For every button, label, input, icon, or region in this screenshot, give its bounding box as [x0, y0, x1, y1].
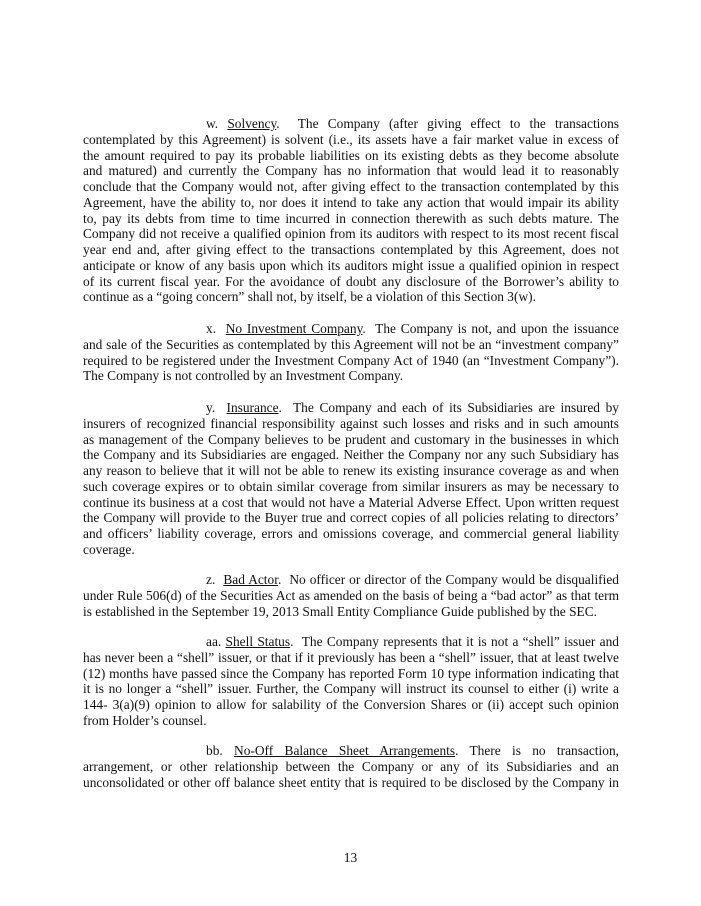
section-first-line: y. Insurance. The Company and each of its Subsidiaries are insured by — [206, 400, 619, 415]
text-line: Company did not receive a qualified opinion from its auditors with respect to its most recent fiscal — [83, 226, 619, 242]
section-first-line: x. No Investment Company. The Company is not, and upon the issuance — [206, 321, 619, 336]
section-first-line: bb. No-Off Balance Sheet Arrangements. There is no transaction, — [206, 743, 619, 758]
section-first-line: z. Bad Actor. No officer or director of the Company would be disqualified — [206, 572, 619, 587]
text-line: the Company and its Subsidiaries are engaged. Neither the Company nor any such Subsidiary has — [83, 447, 619, 463]
text-line: under Rule 506(d) of the Securities Act as amended on the basis of being a “bad actor” as that term — [83, 587, 619, 603]
text-line: and officers’ liability coverage, errors and omissions coverage, and commercial general liability — [83, 526, 619, 541]
text-line: The Company is not, and upon the issuance — [375, 321, 619, 336]
text-line: unconsolidated or other off balance sheet entity that is required to be disclosed by the Company in — [83, 774, 619, 790]
section-marker: w. — [206, 116, 219, 131]
text-line: No officer or director of the Company would be disqualified — [289, 572, 619, 587]
text-line: and sale of the Securities as contemplated by this Agreement will not be an “investment company” — [83, 336, 619, 352]
text-line: 144- 3(a)(9) opinion to allow for salability of the Conversion Shares or (ii) accept such opinion — [83, 697, 619, 712]
section-x — [83, 321, 619, 384]
text-line: has never been a “shell” issuer, or that if it previously has been a “shell” issuer, that at least twelve — [83, 649, 619, 665]
text-line: and matured) and currently the Company has no information that would lead it to reasonably — [83, 163, 619, 179]
text-line: arrangement, or other relationship between the Company or any of its Subsidiaries and an — [83, 758, 619, 774]
page-number: 13 — [343, 850, 358, 865]
text-line: coverage. — [83, 541, 135, 557]
section-marker: bb. — [206, 743, 223, 758]
section-aa — [83, 634, 619, 729]
text-line: from Holder’s counsel. — [83, 712, 207, 728]
section-heading: No-Off Balance Sheet Arrangements — [234, 743, 456, 758]
text-line: any reason to believe that it will not be able to renew its existing insurance coverage as and when — [83, 463, 619, 478]
text-line: continue its business at a cost that would not have a Material Adverse Effect. Upon written request — [83, 494, 619, 510]
section-heading: Insurance — [226, 400, 279, 415]
text-line: as management of the Company believes to be prudent and customary in the businesses in which — [83, 431, 619, 447]
section-heading: Shell Status — [225, 634, 291, 649]
text-line: is established in the September 19, 2013 Small Entity Compliance Guide published by the SEC. — [83, 603, 597, 619]
section-y — [83, 400, 619, 558]
section-first-line: w. Solvency. The Company (after giving effect to the transactions — [206, 116, 619, 131]
text-line: contemplated by this Agreement) is solvent (i.e., its assets have a fair market value in excess of — [83, 131, 619, 147]
text-line: conclude that the Company would not, after giving effect to the transaction contemplated by this — [83, 179, 619, 194]
text-line: There is no transaction, — [469, 743, 619, 758]
text-line: The Company and each of its Subsidiaries are insured by — [292, 400, 619, 415]
text-line: it is no longer a “shell” issuer. Further, the Company will instruct its counsel to either (i) write a — [83, 681, 619, 697]
text-line: year end and, after giving effect to the transactions contemplated by this Agreement, does not — [83, 242, 619, 257]
section-marker: x. — [206, 321, 217, 336]
text-line: continue as a “going concern” shall not, by itself, be a violation of this Section 3(w). — [83, 289, 536, 305]
text-line: the amount required to pay its probable liabilities on its existing debts as they become absolute — [83, 147, 619, 163]
text-line: The Company (after giving effect to the transactions — [297, 116, 619, 131]
text-line: anticipate or know of any basis upon which its auditors might issue a qualified opinion in respect — [83, 257, 619, 273]
text-line: the Company will provide to the Buyer true and correct copies of all policies relating to directors’ — [83, 510, 619, 526]
section-w — [83, 116, 619, 305]
text-line: such coverage expires or to obtain similar coverage from similar insurers as may be necessary to — [83, 478, 619, 494]
section-bb — [83, 743, 619, 790]
text-line: of its current fiscal year. For the avoidance of doubt any disclosure of the Borrower’s ability to — [83, 273, 619, 289]
text-line: The Company represents that it is not a “shell” issuer and — [301, 634, 619, 649]
section-heading: No Investment Company — [225, 321, 363, 336]
section-heading: Bad Actor — [223, 572, 278, 587]
text-line: to, pay its debts from time to time incurred in connection therewith as such debts mature. The — [83, 210, 619, 226]
section-marker: y. — [206, 400, 216, 415]
section-marker: aa. — [206, 634, 222, 649]
section-heading: Solvency — [227, 116, 277, 131]
section-marker: z. — [206, 572, 216, 587]
section-first-line: aa. Shell Status. The Company represents that it is not a “shell” issuer and — [206, 634, 619, 649]
text-line: The Company is not controlled by an Investment Company. — [83, 368, 404, 384]
text-line: (12) months have passed since the Company has reported Form 10 type information indicating that — [83, 665, 619, 681]
text-line: Agreement, have the ability to, nor does it intend to take any action that would impair its ability — [83, 194, 619, 210]
text-line: required to be registered under the Investment Company Act of 1940 (an “Investment Company”). — [83, 352, 619, 368]
text-line: insurers of recognized financial responsibility against such losses and risks and in such amounts — [83, 415, 619, 431]
section-z — [83, 572, 619, 619]
